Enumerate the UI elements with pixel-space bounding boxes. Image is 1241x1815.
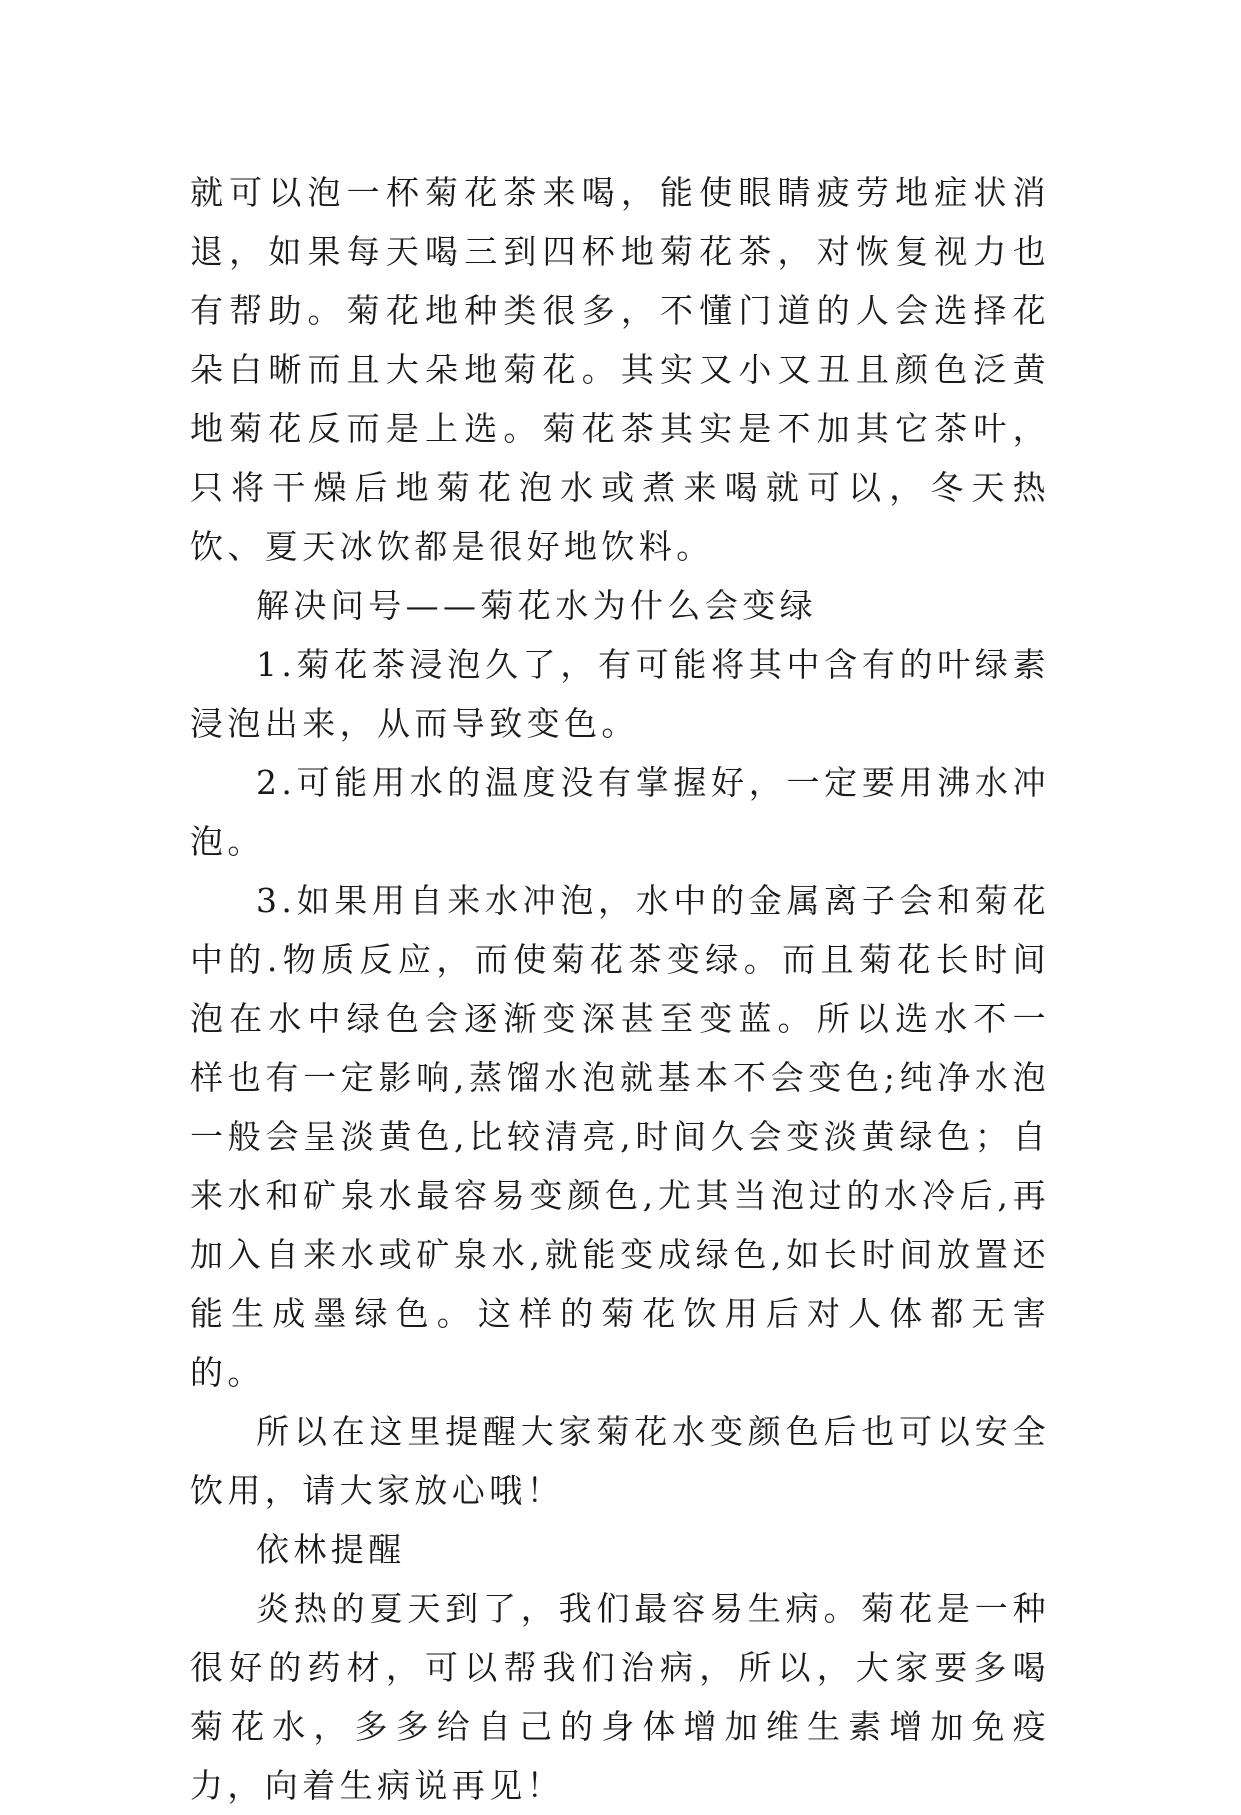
section-heading-green-water: 解决问号——菊花水为什么会变绿 (256, 586, 817, 625)
closing-paragraph: 炎热的夏天到了，我们最容易生病。菊花是一种很好的药材，可以帮我们治病，所以，大家要多喝菊花水，多多给自己的身体增加维生素增加免疫力，向着生病说再见！ (190, 1589, 1050, 1805)
list-item-1: 1.菊花茶浸泡久了，有可能将其中含有的叶绿素浸泡出来，从而导致变色。 (190, 645, 1050, 743)
document-body (190, 163, 1050, 1815)
paragraph-1: 就可以泡一杯菊花茶来喝，能使眼睛疲劳地症状消退，如果每天喝三到四杯地菊花茶，对恢复视力也有帮助。菊花地种类很多，不懂门道的人会选择花朵白晰而且大朵地菊花。其实又小又丑且颜色泛黄地菊花反而是上选。菊花茶其实是不加其它茶叶，只将干燥后地菊花泡水或煮来喝就可以，冬天热饮、夏天冰饮都是很好地饮料。 (190, 173, 1050, 566)
section-heading-reminder: 依林提醒 (256, 1530, 406, 1569)
list-item-3: 3.如果用自来水冲泡，水中的金属离子会和菊花中的.物质反应，而使菊花茶变绿。而且菊花长时间泡在水中绿色会逐渐变深甚至变蓝。所以选水不一样也有一定影响,蒸馏水泡就基本不会变色;纯净水泡一般会呈淡黄色,比较清亮,时间久会变淡黄绿色；自来水和矿泉水最容易变颜色,尤其当泡过的水冷后,再加入自来水或矿泉水,就能变成绿色,如长时间放置还能生成墨绿色。这样的菊花饮用后对人体都无害的。 (190, 881, 1050, 1392)
reminder-paragraph: 所以在这里提醒大家菊花水变颜色后也可以安全饮用，请大家放心哦！ (190, 1412, 1050, 1510)
list-item-2: 2.可能用水的温度没有掌握好，一定要用沸水冲泡。 (190, 763, 1050, 861)
